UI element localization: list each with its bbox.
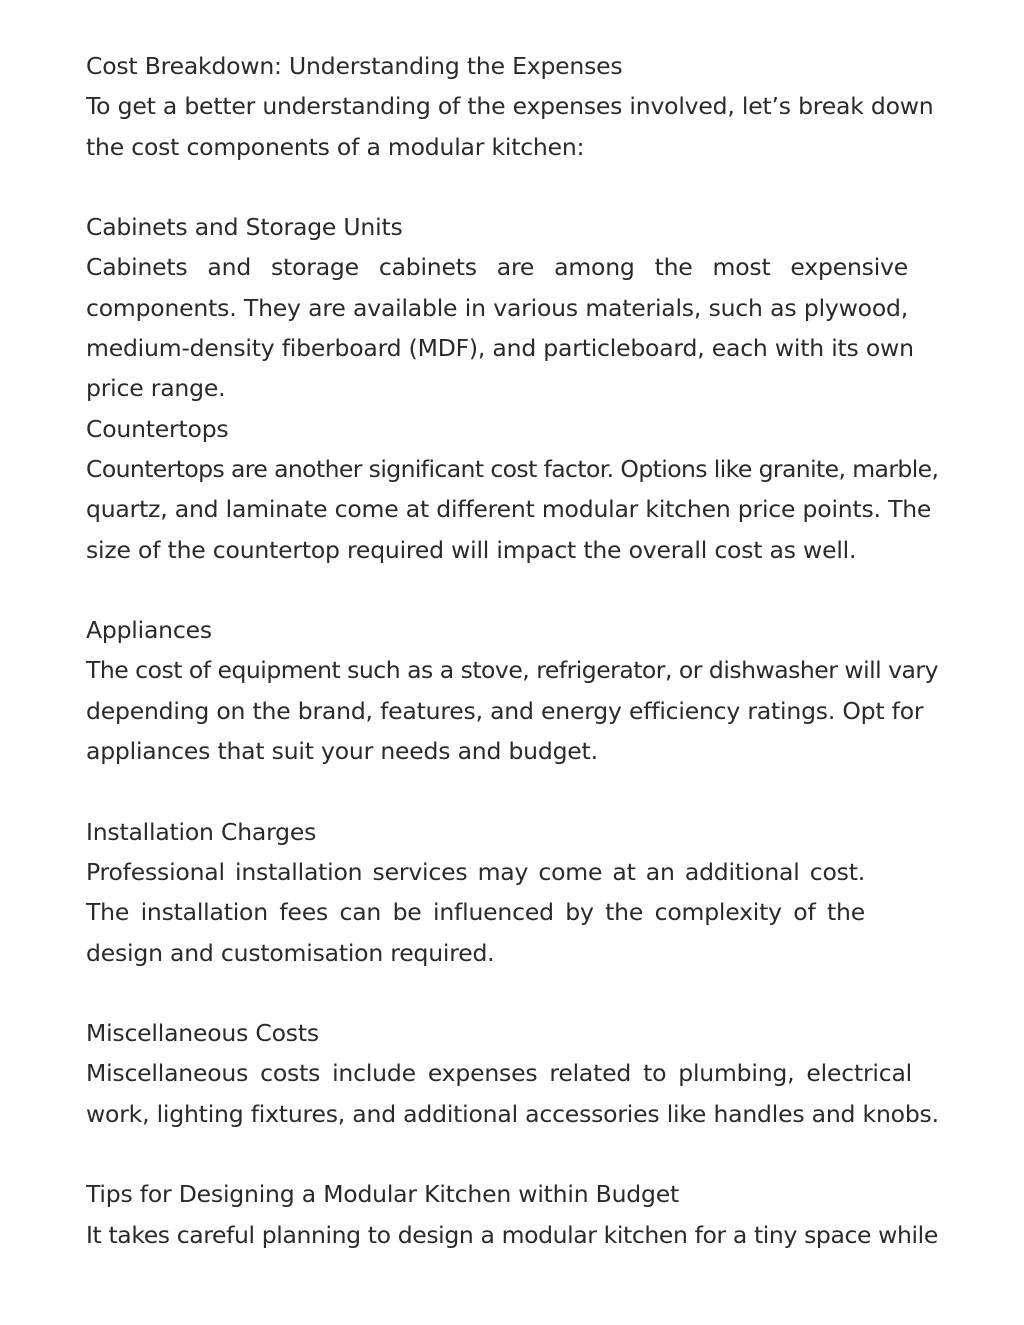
installation-paragraph-line: design and customisation required. [86,938,495,967]
countertops-paragraph-line: Countertops are another significant cost factor. Options like granite, marble, [86,454,939,483]
document-body [86,46,942,1255]
tips-paragraph-line: It takes careful planning to design a modular kitchen for a tiny space while [86,1220,938,1249]
countertops-paragraph-line: size of the countertop required will impact the overall cost as well. [86,535,857,564]
section-heading-installation: Installation Charges [86,817,317,846]
intro-paragraph-line: the cost components of a modular kitchen: [86,132,585,161]
cabinets-paragraph-line: medium-density fiberboard (MDF), and particleboard, each with its own [86,334,914,363]
appliances-paragraph-line: appliances that suit your needs and budget. [86,737,598,766]
section-heading-cost-breakdown: Cost Breakdown: Understanding the Expenses [86,52,623,80]
paragraph-spacer [86,1134,942,1174]
misc-paragraph-line: Miscellaneous costs include expenses related to plumbing, electrical [86,1059,912,1088]
installation-paragraph-line: The installation fees can be influenced by the complexity of the [86,898,865,927]
section-heading-tips: Tips for Designing a Modular Kitchen within Budget [86,1180,679,1209]
cabinets-paragraph-line: Cabinets and storage cabinets are among the most expensive [86,253,908,282]
cabinets-paragraph-line: price range. [86,374,226,403]
section-heading-countertops: Countertops [86,414,229,443]
section-heading-appliances: Appliances [86,616,212,645]
paragraph-spacer [86,973,942,1013]
paragraph-spacer [86,570,942,610]
appliances-paragraph-line: depending on the brand, features, and energy efficiency ratings. Opt for [86,696,924,725]
section-heading-cabinets: Cabinets and Storage Units [86,213,403,242]
cabinets-paragraph-line: components. They are available in various materials, such as plywood, [86,293,908,322]
intro-paragraph-line: To get a better understanding of the expenses involved, let’s break down [86,92,934,121]
installation-paragraph-line: Professional installation services may come at an additional cost. [86,857,865,886]
section-heading-miscellaneous: Miscellaneous Costs [86,1019,319,1048]
misc-paragraph-line: work, lighting fixtures, and additional accessories like handles and knobs. [86,1099,939,1128]
paragraph-spacer [86,771,942,811]
appliances-paragraph-line: The cost of equipment such as a stove, refrigerator, or dishwasher will vary [86,656,939,685]
paragraph-spacer [86,167,942,207]
countertops-paragraph-line: quartz, and laminate come at different modular kitchen price points. The [86,495,932,524]
